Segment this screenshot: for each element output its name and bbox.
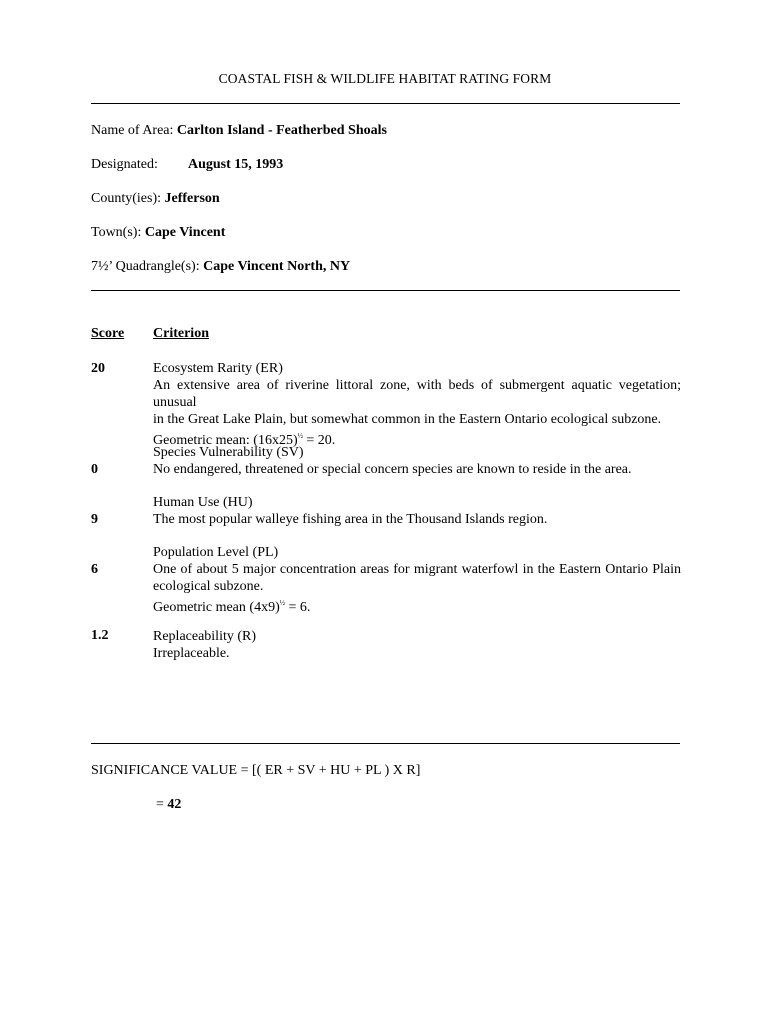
- criterion-r: [153, 628, 681, 662]
- quadrangle-field: [91, 259, 350, 275]
- criterion-title: Ecosystem Rarity (ER): [153, 361, 283, 376]
- equals-sign: =: [156, 797, 168, 812]
- criterion-pl: [153, 544, 681, 616]
- town-value: Cape Vincent: [144, 225, 226, 240]
- criterion-hu: [153, 494, 681, 528]
- quadrangle-label: 7½’ Quadrangle(s):: [91, 259, 200, 274]
- criterion-er: [153, 360, 681, 449]
- criterion-line: No endangered, threatened or special concern species are known to reside in the area.: [153, 462, 632, 477]
- criterion-line: Irreplaceable.: [153, 646, 230, 661]
- score-pl: 6: [91, 562, 98, 577]
- criterion-title: Replaceability (R): [153, 629, 257, 644]
- designated-field: [91, 157, 284, 173]
- criterion-line: The most popular walleye fishing area in the Thousand Islands region.: [153, 512, 548, 527]
- criterion-title: Species Vulnerability (SV): [153, 445, 304, 460]
- score-header: Score: [91, 326, 125, 341]
- score-hu: 9: [91, 512, 98, 527]
- criterion-line: One of about 5 major concentration areas for migrant waterfowl in the Eastern Ontario Plain: [153, 562, 681, 577]
- designated-label: Designated:: [91, 157, 158, 172]
- criterion-line: ecological subzone.: [153, 579, 264, 594]
- quadrangle-value: Cape Vincent North, NY: [203, 259, 351, 274]
- criterion-title: Human Use (HU): [153, 495, 253, 510]
- significance-result: [156, 797, 181, 813]
- county-value: Jefferson: [164, 191, 220, 206]
- designated-value: August 15, 1993: [188, 157, 284, 172]
- town-field: [91, 225, 225, 241]
- score-r: 1.2: [91, 628, 109, 643]
- criterion-header: Criterion: [153, 326, 209, 341]
- significance-value: 42: [167, 797, 182, 812]
- area-label: Name of Area:: [91, 123, 174, 138]
- area-field: [91, 123, 387, 139]
- geometric-mean: Geometric mean: $(16x25)^{\frac{1}{2}} = 20$.: [153, 432, 336, 448]
- header-divider: [91, 103, 680, 104]
- score-sv: 0: [91, 462, 98, 477]
- area-value: Carlton Island - Featherbed Shoals: [176, 123, 387, 138]
- criterion-line: in the Great Lake Plain, but somewhat common in the Eastern Ontario ecological subzone.: [153, 412, 662, 427]
- form-title: COASTAL FISH & WILDLIFE HABITAT RATING FORM: [218, 71, 552, 86]
- significance-formula: SIGNIFICANCE VALUE = [( ER + SV + HU + PL ) X R]: [91, 763, 421, 778]
- criterion-sv: [153, 444, 681, 478]
- fields-divider: [91, 290, 680, 291]
- county-field: [91, 191, 220, 207]
- criterion-title: Population Level (PL): [153, 545, 279, 560]
- geometric-mean: Geometric mean $(4x9)^{\frac{1}{2}} = 6$.: [153, 599, 311, 615]
- criterion-line: An extensive area of riverine littoral zone, with beds of submergent aquatic vegetation; unusual: [153, 378, 681, 410]
- footer-divider: [91, 743, 680, 744]
- county-label: County(ies):: [91, 191, 161, 206]
- town-label: Town(s):: [91, 225, 142, 240]
- score-er: 20: [91, 361, 105, 376]
